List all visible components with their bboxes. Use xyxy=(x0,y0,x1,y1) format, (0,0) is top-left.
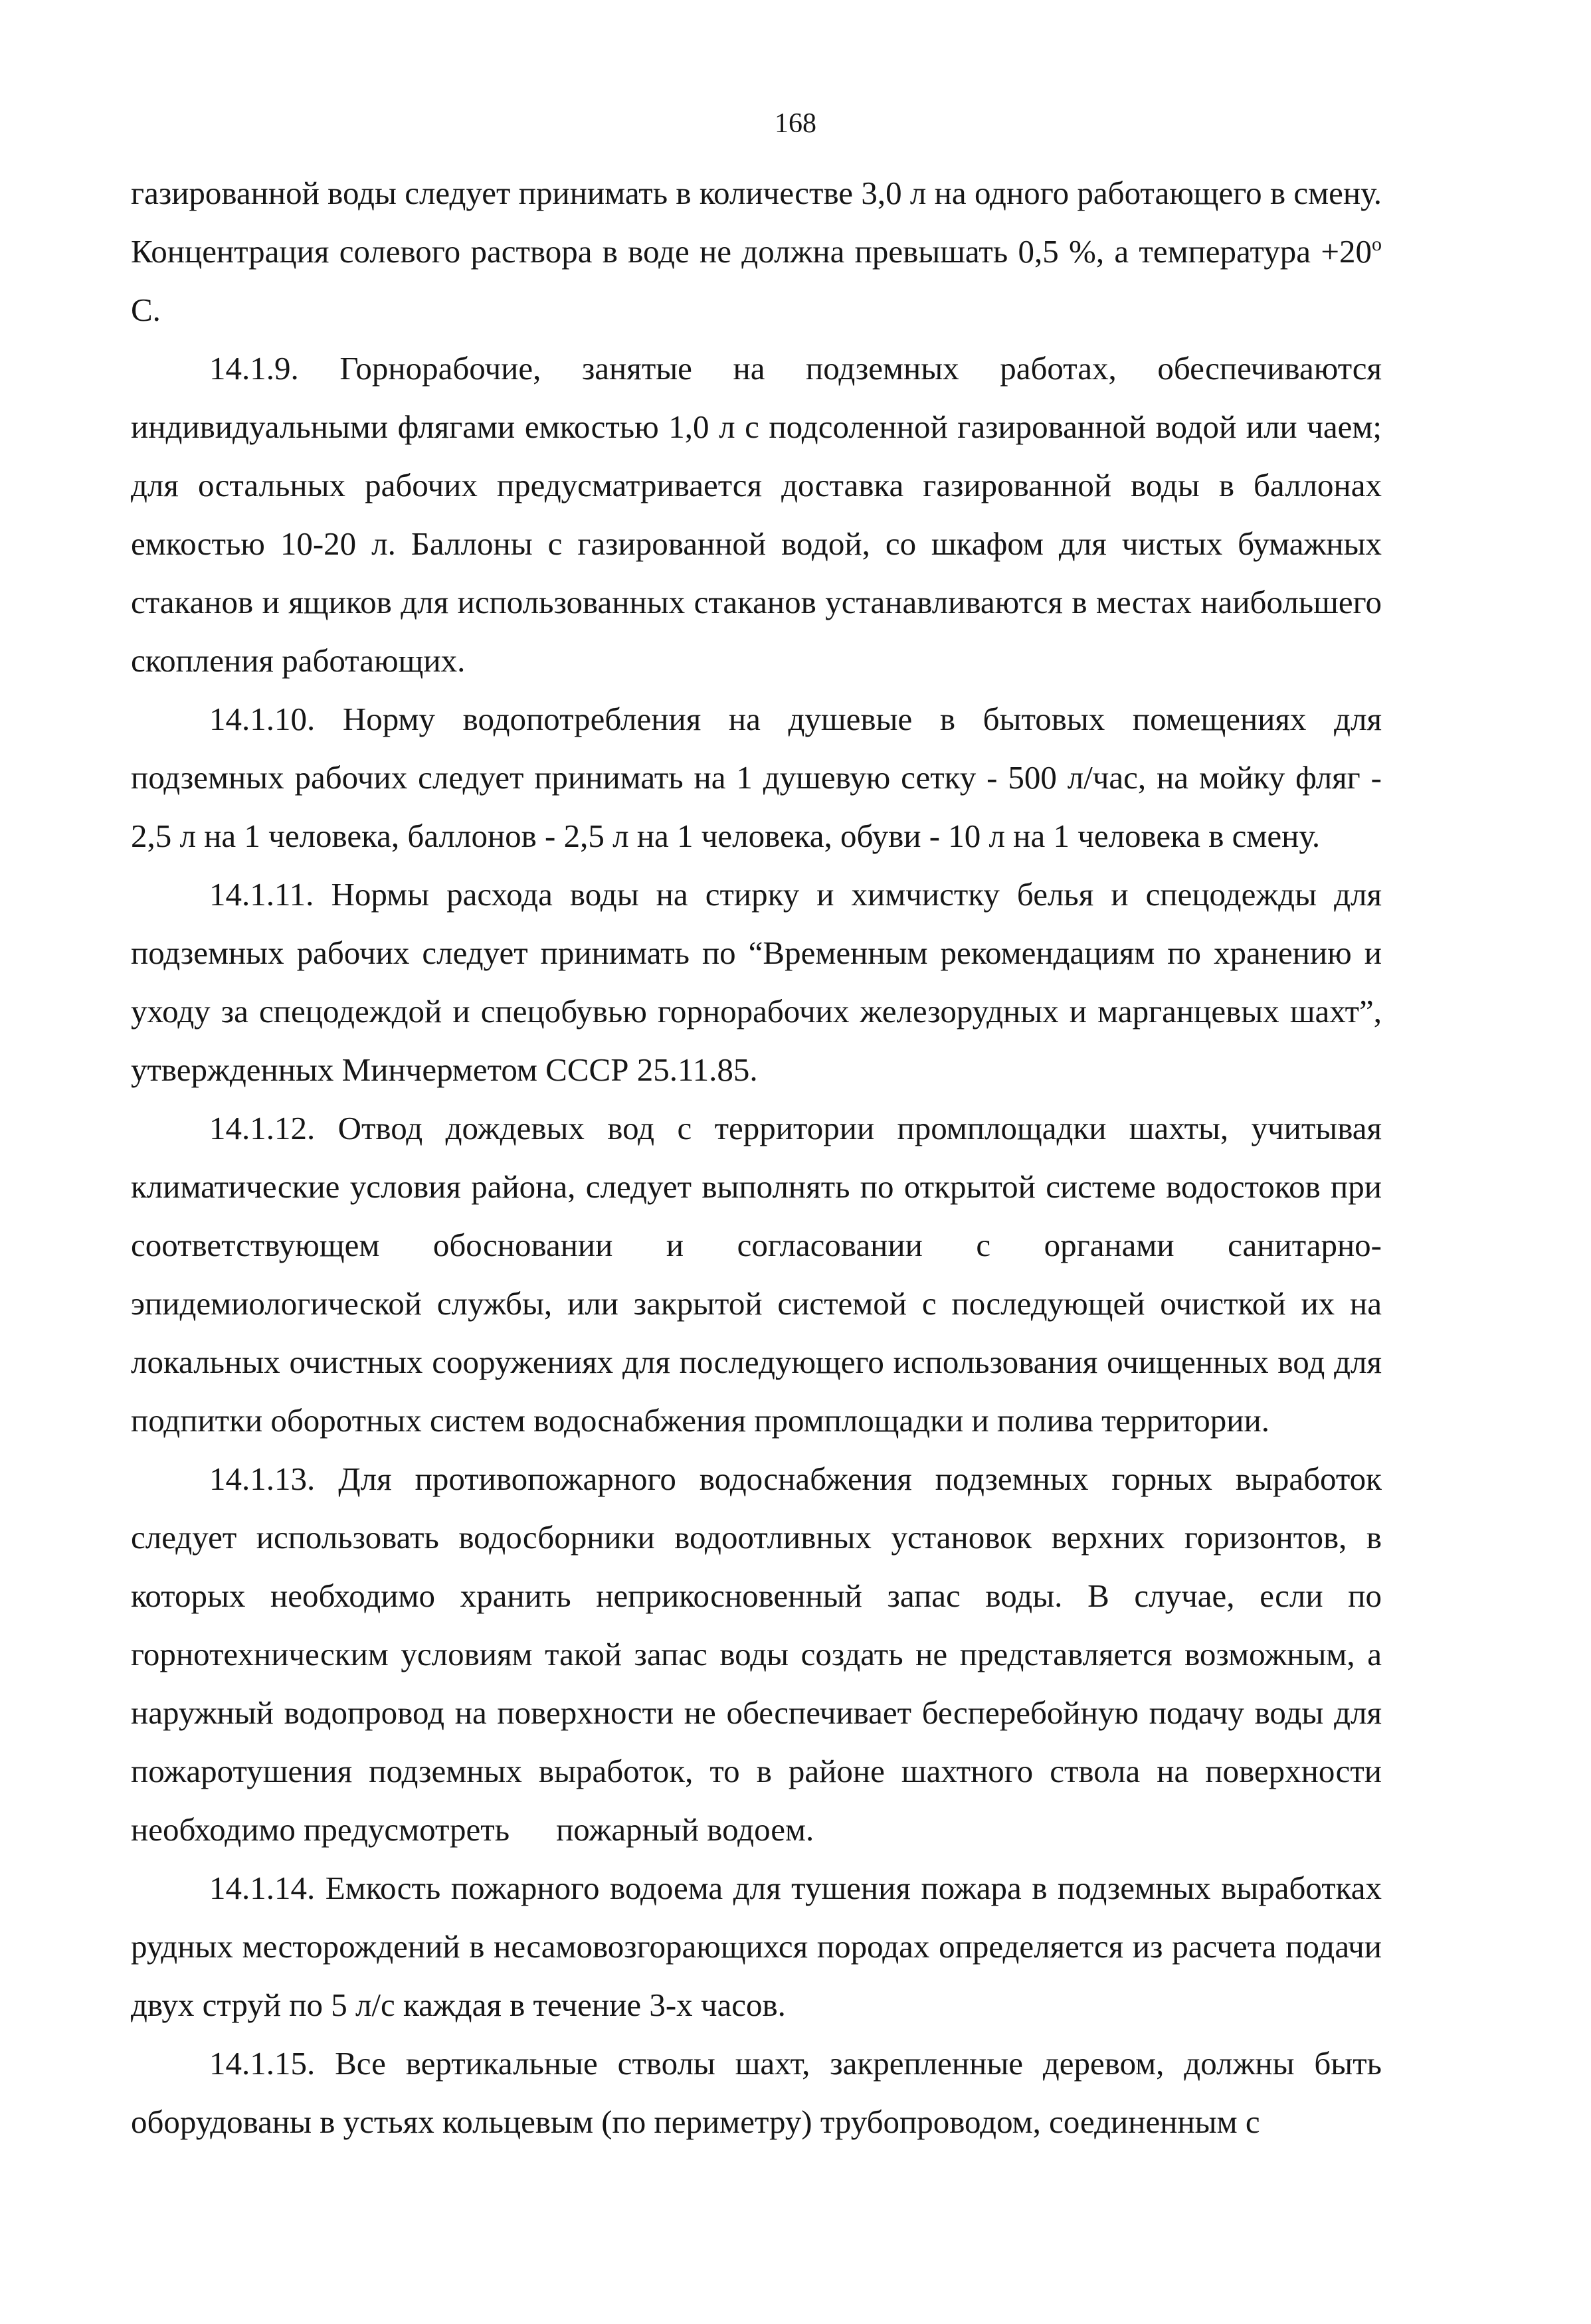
page-number: 168 xyxy=(775,108,816,139)
paragraph-text-end: пожарный водоем. xyxy=(556,1811,814,1848)
body-text xyxy=(131,164,1382,2151)
paragraph-text: 14.1.13. Для противопожарного водоснабжения подземных горных выработок следует использовать водосборники водоотливных установок верхних горизонтов, в которых необходимо хранить неприкосновенный запас воды. В случае, если по горнотехническим условиям такой запас воды создать не представляется возможным, а наружный водопровод на поверхности не обеспечивает бесперебойную подачу воды для пожаротушения подземных выработок, то в районе шахтного ствола на поверхности необходимо предусмотреть xyxy=(131,1461,1382,1848)
paragraph-14-1-10: 14.1.10. Норму водопотребления на душевые в бытовых помещениях для подземных рабочих следует принимать на 1 душевую сетку - 500 л/час, на мойку фляг - 2,5 л на 1 человека, баллонов - 2,5 л на 1 человека, обуви - 10 л на 1 человека в смену. xyxy=(131,701,1382,854)
paragraph-14-1-12: 14.1.12. Отвод дождевых вод с территории промплощадки шахты, учитывая климатические условия района, следует выполнять по открытой системе водостоков при соответствующем обосновании и согласовании с органами санитарно-эпидемиологической службы, или закрытой системой с последующей очисткой их на локальных очистных сооружениях для последующего использования очищенных вод для подпитки оборотных систем водоснабжения промплощадки и полива территории. xyxy=(131,1110,1382,1439)
paragraph-14-1-9: 14.1.9. Горнорабочие, занятые на подземных работах, обеспечиваются индивидуальными флягами емкостью 1,0 л с подсоленной газированной водой или чаем; для остальных рабочих предусматривается доставка газированной воды в баллонах емкостью 10-20 л. Баллоны с газированной водой, со шкафом для чистых бумажных стаканов и ящиков для использованных стаканов устанавливаются в местах наибольшего скопления работающих. xyxy=(131,350,1382,679)
paragraph-continuation xyxy=(131,164,1382,339)
paragraph-14-1-15: 14.1.15. Все вертикальные стволы шахт, закрепленные деревом, должны быть оборудованы в устьях кольцевым (по периметру) трубопроводом, соединенным с xyxy=(131,2045,1382,2140)
paragraph-14-1-14: 14.1.14. Емкость пожарного водоема для тушения пожара в подземных выработках рудных месторождений в несамовозгорающихся породах определяется из расчета подачи двух струй по 5 л/с каждая в течение 3-х часов. xyxy=(131,1870,1382,2023)
degree-superscript: о xyxy=(1372,233,1382,255)
paragraph-text: газированной воды следует принимать в количестве 3,0 л на одного работающего в смену. Концентрация солевого раствора в воде не должна превышать 0,5 %, а температура +20 xyxy=(131,175,1382,270)
paragraph-text-end: С. xyxy=(131,292,161,328)
paragraph-14-1-13 xyxy=(131,1450,1382,1859)
paragraph-14-1-11: 14.1.11. Нормы расхода воды на стирку и химчистку белья и спецодежды для подземных рабочих следует принимать по “Временным рекомендациям по хранению и уходу за спецодеждой и спецобувью горнорабочих железорудных и марганцевых шахт”, утвержденных Минчерметом СССР 25.11.85. xyxy=(131,876,1382,1088)
